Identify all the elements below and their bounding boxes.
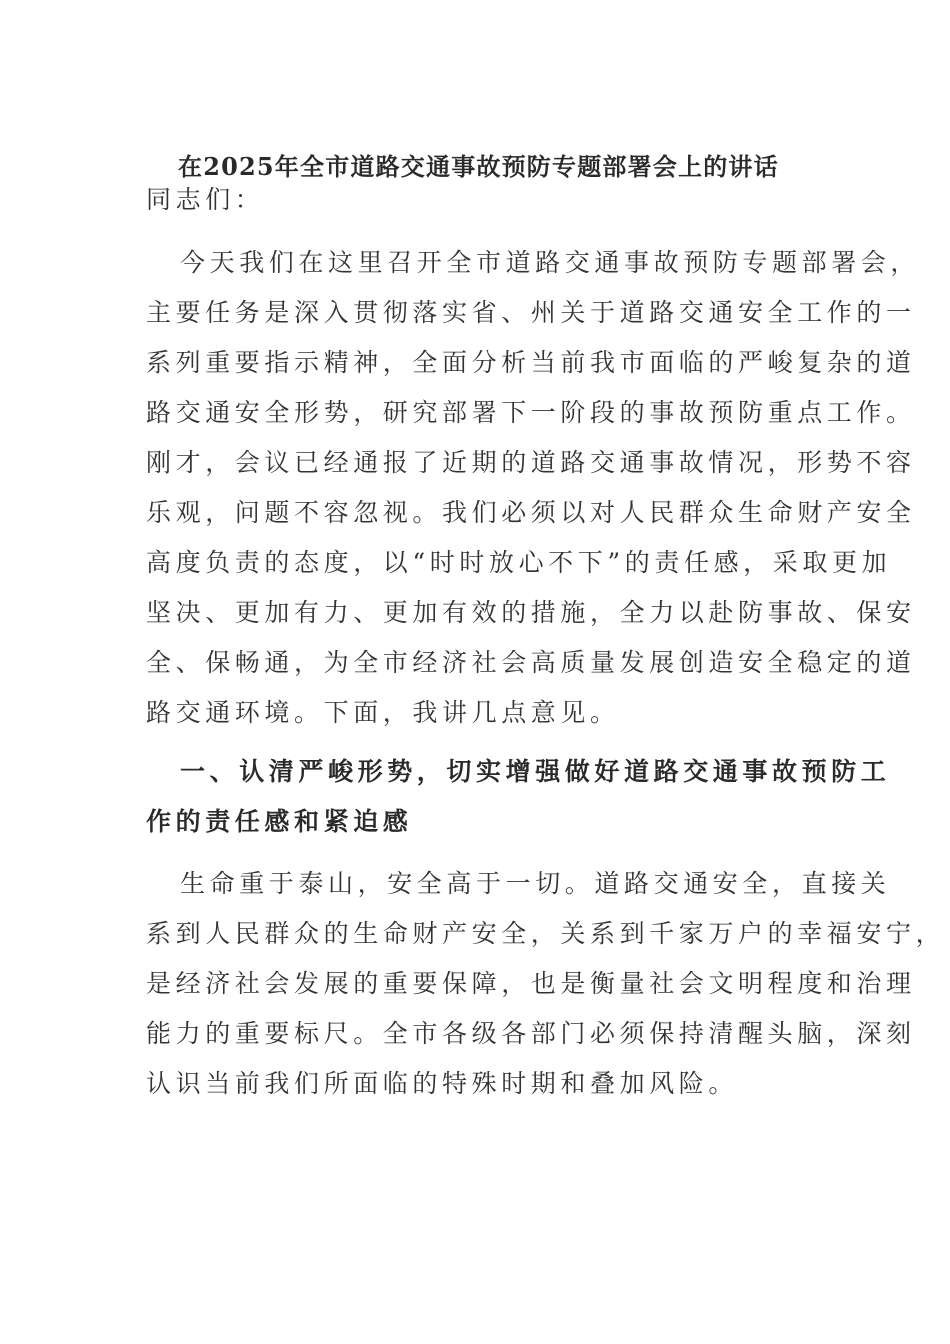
text-line: 生命重于泰山，安全高于一切。道路交通安全，直接关 xyxy=(180,869,891,898)
text-line: 系到人民群众的生命财产安全，关系到千家万户的幸福安宁， xyxy=(146,919,946,948)
text-line: 刚才，会议已经通报了近期的道路交通事故情况，形势不容 xyxy=(146,448,916,477)
salutation: 同志们： xyxy=(146,185,265,214)
document-title: 在2025年全市道路交通事故预防专题部署会上的讲话 xyxy=(178,152,779,181)
text-line: 主要任务是深入贯彻落实省、州关于道路交通安全工作的一 xyxy=(146,298,916,327)
text-line: 路交通安全形势，研究部署下一阶段的事故预防重点工作。 xyxy=(146,398,916,427)
heading-line: 一、认清严峻形势，切实增强做好道路交通事故预防工 xyxy=(180,757,891,786)
text-line: 系列重要指示精神，全面分析当前我市面临的严峻复杂的道 xyxy=(146,348,916,377)
heading-line: 作的责任感和紧迫感 xyxy=(146,807,413,836)
text-line: 能力的重要标尺。全市各级各部门必须保持清醒头脑，深刻 xyxy=(146,1019,916,1048)
text-line: 认识当前我们所面临的特殊时期和叠加风险。 xyxy=(146,1069,739,1098)
text-line: 是经济社会发展的重要保障，也是衡量社会文明程度和治理 xyxy=(146,969,916,998)
text-line: 高度负责的态度，以“时时放心不下”的责任感，采取更加 xyxy=(146,548,892,577)
text-line: 路交通环境。下面，我讲几点意见。 xyxy=(146,698,620,727)
text-line: 乐观，问题不容忽视。我们必须以对人民群众生命财产安全 xyxy=(146,498,916,527)
text-line: 坚决、更加有力、更加有效的措施，全力以赴防事故、保安 xyxy=(146,598,916,627)
text-line: 全、保畅通，为全市经济社会高质量发展创造安全稳定的道 xyxy=(146,648,916,677)
text-line: 今天我们在这里召开全市道路交通事故预防专题部署会， xyxy=(180,248,921,277)
